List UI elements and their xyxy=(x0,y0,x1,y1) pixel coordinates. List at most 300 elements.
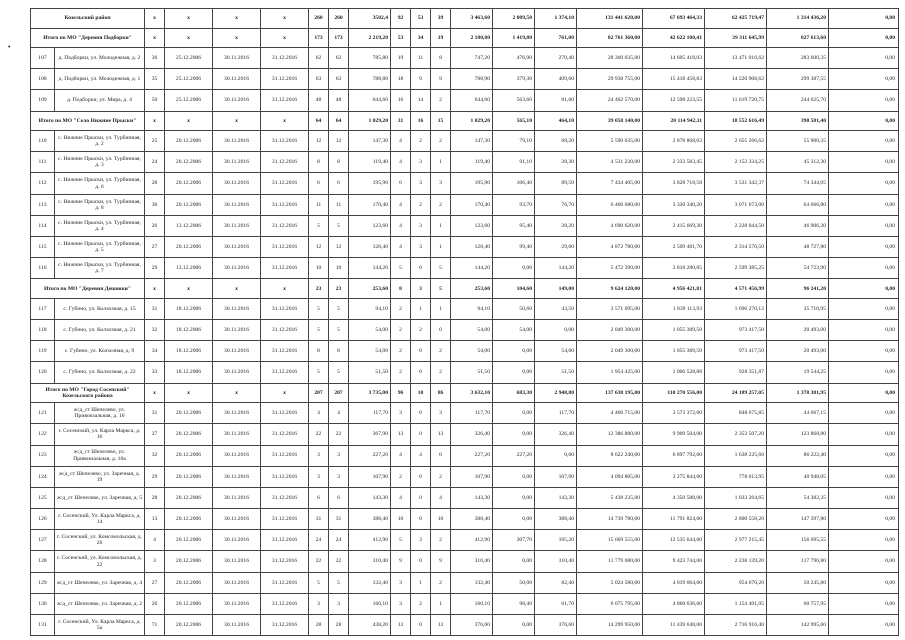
cell-col-15: 5 590 035,00 xyxy=(577,131,643,152)
cell-col-19: 0,00 xyxy=(829,341,899,362)
row-number-cell: 128 xyxy=(31,551,55,572)
cell-col-8: 195,90 xyxy=(349,173,391,194)
cell-col-16: 15 418 458,83 xyxy=(643,69,705,90)
cell-col-4: 30.11.2016 xyxy=(213,69,261,90)
table-row xyxy=(31,48,899,69)
cell-col-13: 379,30 xyxy=(493,69,535,90)
cell-col-2: 27 xyxy=(145,237,165,258)
cell-col-9: 4 xyxy=(391,215,411,236)
cell-col-18: 19 544,25 xyxy=(767,362,829,383)
cell-col-15: 137 638 195,00 xyxy=(577,383,643,403)
cell-col-10: 0 xyxy=(411,403,431,424)
cell-col-2: 36 xyxy=(145,48,165,69)
table-row xyxy=(31,194,899,215)
cell-col-16: 3 330 340,20 xyxy=(643,194,705,215)
cell-col-5: 31.12.2016 xyxy=(261,298,309,319)
cell-col-5: x xyxy=(261,383,309,403)
address-cell: д. Подборки, ул. Молодежная, д. 2 xyxy=(55,48,145,69)
cell-col-17: 973 417,50 xyxy=(705,341,767,362)
cell-col-2: 29 xyxy=(145,466,165,487)
cell-col-6: 22 xyxy=(309,551,329,572)
cell-col-8: 227,20 xyxy=(349,445,391,466)
cell-col-7: 3 xyxy=(329,445,349,466)
cell-col-4: 30.11.2016 xyxy=(213,466,261,487)
cell-col-13: 565,10 xyxy=(493,111,535,131)
cell-col-9: 2 xyxy=(391,320,411,341)
cell-col-15: 14 739 780,00 xyxy=(577,509,643,530)
cell-col-4: 30.11.2016 xyxy=(213,424,261,445)
cell-col-14: 76,70 xyxy=(535,194,577,215)
cell-col-6: 5 xyxy=(309,572,329,593)
table-row xyxy=(31,572,899,593)
cell-col-18: 54 723,90 xyxy=(767,258,829,279)
cell-col-7: 6 xyxy=(329,487,349,508)
cell-col-2: 24 xyxy=(145,152,165,173)
cell-col-7: 62 xyxy=(329,48,349,69)
cell-col-9: 18 xyxy=(391,69,411,90)
subtotal-row xyxy=(31,279,899,299)
cell-col-12: 412,90 xyxy=(451,530,493,551)
cell-col-18: 86 222,40 xyxy=(767,445,829,466)
cell-col-7: 23 xyxy=(329,279,349,299)
cell-col-6: 173 xyxy=(309,28,329,48)
cell-col-13: 683,30 xyxy=(493,383,535,403)
address-cell: с. Нижние Прыски, ул. Турбинная, д. 2 xyxy=(55,131,145,152)
cell-col-14: 761,00 xyxy=(535,28,577,48)
cell-col-14: 51,50 xyxy=(535,362,577,383)
cell-col-14: 1 374,10 xyxy=(535,9,577,29)
cell-col-17: 2 599 385,25 xyxy=(705,258,767,279)
cell-col-16: 2 509 481,70 xyxy=(643,237,705,258)
cell-col-9: 92 xyxy=(391,9,411,29)
cell-col-16: 2 818 280,85 xyxy=(643,258,705,279)
cell-col-19: 0,00 xyxy=(829,530,899,551)
cell-col-3: x xyxy=(165,383,213,403)
cell-col-3: x xyxy=(165,111,213,131)
cell-col-9: 2 xyxy=(391,298,411,319)
cell-col-16: 3 573 372,00 xyxy=(643,403,705,424)
cell-col-2: x xyxy=(145,9,165,29)
cell-col-6: 207 xyxy=(309,383,329,403)
cell-col-7: 31 xyxy=(329,509,349,530)
cell-col-7: 22 xyxy=(329,551,349,572)
cell-col-11: 2 xyxy=(431,90,451,111)
table-row xyxy=(31,237,899,258)
cell-col-15: 131 441 620,00 xyxy=(577,9,643,29)
cell-col-2: 13 xyxy=(145,509,165,530)
cell-col-19: 0,00 xyxy=(829,320,899,341)
cell-col-6: 260 xyxy=(309,9,329,29)
subtotal-row xyxy=(31,383,899,403)
cell-col-9: 13 xyxy=(391,615,411,636)
cell-col-14: 29,00 xyxy=(535,237,577,258)
cell-col-16: 3 828 718,58 xyxy=(643,173,705,194)
cell-col-12: 376,60 xyxy=(451,615,493,636)
cell-col-10: 0 xyxy=(411,487,431,508)
cell-col-10: 10 xyxy=(411,383,431,403)
cell-col-19: 0,00 xyxy=(829,173,899,194)
cell-col-11: 13 xyxy=(431,424,451,445)
cell-col-2: x xyxy=(145,28,165,48)
cell-col-15: 4 094 805,00 xyxy=(577,466,643,487)
cell-col-9: 3 xyxy=(391,572,411,593)
cell-col-8: 388,40 xyxy=(349,509,391,530)
table-row xyxy=(31,362,899,383)
cell-col-17: 2 977 215,45 xyxy=(705,530,767,551)
cell-col-10: 1 xyxy=(411,298,431,319)
address-cell: с. Губино, ул. Колхозная, д. 9 xyxy=(55,341,145,362)
cell-col-6: 3 xyxy=(309,445,329,466)
cell-col-5: 31.12.2016 xyxy=(261,69,309,90)
cell-col-10: 34 xyxy=(411,28,431,48)
cell-col-3: x xyxy=(165,28,213,48)
cell-col-3: 20.12.2006 xyxy=(165,551,213,572)
cell-col-14: 144,20 xyxy=(535,258,577,279)
cell-col-5: 31.12.2016 xyxy=(261,362,309,383)
cell-col-6: 6 xyxy=(309,173,329,194)
cell-col-17: 1 638 225,60 xyxy=(705,445,767,466)
cell-col-14: 107,90 xyxy=(535,466,577,487)
cell-col-18: 40 948,05 xyxy=(767,466,829,487)
cell-col-13: 227,20 xyxy=(493,445,535,466)
cell-col-3: 25.12.2006 xyxy=(165,48,213,69)
cell-col-12: 144,20 xyxy=(451,258,493,279)
subtotal-row xyxy=(31,28,899,48)
cell-col-11: 2 xyxy=(431,341,451,362)
cell-col-4: 30.11.2016 xyxy=(213,320,261,341)
cell-col-6: 24 xyxy=(309,530,329,551)
cell-col-12: 195,90 xyxy=(451,173,493,194)
table-row xyxy=(31,320,899,341)
cell-col-7: 8 xyxy=(329,152,349,173)
cell-col-19: 0,00 xyxy=(829,572,899,593)
cell-col-10: 4 xyxy=(411,445,431,466)
address-cell: ж/д_ст Шепелево, ул. Заречная, д. 19 xyxy=(55,466,145,487)
cell-col-7: 3 xyxy=(329,593,349,614)
cell-col-6: 8 xyxy=(309,341,329,362)
cell-col-12: 94,10 xyxy=(451,298,493,319)
cell-col-8: 123,60 xyxy=(349,215,391,236)
cell-col-15: 82 761 360,00 xyxy=(577,28,643,48)
cell-col-4: 30.11.2016 xyxy=(213,194,261,215)
cell-col-9: 9 xyxy=(391,551,411,572)
cell-col-8: 128,40 xyxy=(349,237,391,258)
cell-col-15: 39 058 140,00 xyxy=(577,111,643,131)
cell-col-5: 31.12.2016 xyxy=(261,424,309,445)
table-row xyxy=(31,341,899,362)
cell-col-17: 848 675,85 xyxy=(705,403,767,424)
address-cell: с. Нижние Прыски, ул. Турбинная, д. 7 xyxy=(55,258,145,279)
cell-col-14: 2 948,80 xyxy=(535,383,577,403)
cell-col-15: 14 299 950,00 xyxy=(577,615,643,636)
cell-col-7: 28 xyxy=(329,615,349,636)
table-row xyxy=(31,445,899,466)
cell-col-11: 2 xyxy=(431,194,451,215)
cell-col-8: 54,00 xyxy=(349,320,391,341)
cell-col-13: 0,00 xyxy=(493,403,535,424)
cell-col-18: 244 625,70 xyxy=(767,90,829,111)
cell-col-9: 5 xyxy=(391,258,411,279)
cell-col-2: x xyxy=(145,111,165,131)
subtotal-label: Итого по МО "Город Сосенский" Козельского района xyxy=(31,383,145,403)
cell-col-4: 30.11.2016 xyxy=(213,131,261,152)
cell-col-18: 20 493,00 xyxy=(767,320,829,341)
cell-col-17: 2 655 266,62 xyxy=(705,131,767,152)
cell-col-16: 4 956 421,81 xyxy=(643,279,705,299)
cell-col-5: 31.12.2016 xyxy=(261,320,309,341)
cell-col-14: 28,30 xyxy=(535,152,577,173)
cell-col-17: 2 314 570,50 xyxy=(705,237,767,258)
cell-col-10: 0 xyxy=(411,615,431,636)
cell-col-13: 99,40 xyxy=(493,237,535,258)
cell-col-5: 31.12.2016 xyxy=(261,215,309,236)
row-number-cell: 113 xyxy=(31,194,55,215)
cell-col-10: 53 xyxy=(411,9,431,29)
cell-col-11: 1 xyxy=(431,152,451,173)
cell-col-18: 123 868,80 xyxy=(767,424,829,445)
cell-col-17: 954 670,20 xyxy=(705,572,767,593)
cell-col-19: 0,00 xyxy=(829,194,899,215)
cell-col-16: 110 270 556,00 xyxy=(643,383,705,403)
cell-col-10: 3 xyxy=(411,215,431,236)
cell-col-2: 4 xyxy=(145,530,165,551)
address-cell: д. Подборки, ул. Молодежная, д. 1 xyxy=(55,69,145,90)
cell-col-2: 32 xyxy=(145,445,165,466)
cell-col-18: 46 906,20 xyxy=(767,215,829,236)
cell-col-3: 18.12.2006 xyxy=(165,341,213,362)
cell-col-2: 25 xyxy=(145,131,165,152)
cell-col-11: 15 xyxy=(431,111,451,131)
cell-col-9: 4 xyxy=(391,487,411,508)
cell-col-7: 3 xyxy=(329,466,349,487)
row-number-cell: 120 xyxy=(31,362,55,383)
cell-col-10: 2 xyxy=(411,320,431,341)
cell-col-16: 9 909 504,00 xyxy=(643,424,705,445)
cell-col-5: 31.12.2016 xyxy=(261,593,309,614)
cell-col-8: 412,90 xyxy=(349,530,391,551)
cell-col-10: 11 xyxy=(411,48,431,69)
cell-col-18: 74 344,05 xyxy=(767,173,829,194)
cell-col-19: 0,00 xyxy=(829,90,899,111)
table-row xyxy=(31,258,899,279)
cell-col-12: 147,30 xyxy=(451,131,493,152)
cell-col-17: 778 013,95 xyxy=(705,466,767,487)
table-body xyxy=(31,9,899,636)
cell-col-8: 107,90 xyxy=(349,466,391,487)
row-number-cell: 129 xyxy=(31,572,55,593)
cell-col-10: 16 xyxy=(411,111,431,131)
cell-col-6: 64 xyxy=(309,111,329,131)
cell-col-2: 32 xyxy=(145,320,165,341)
cell-col-13: 1 419,80 xyxy=(493,28,535,48)
cell-col-11: 19 xyxy=(431,28,451,48)
cell-col-7: 8 xyxy=(329,341,349,362)
cell-col-15: 8 622 240,00 xyxy=(577,445,643,466)
cell-col-3: 20.12.2006 xyxy=(165,173,213,194)
cell-col-8: 147,30 xyxy=(349,131,391,152)
row-number-cell: 117 xyxy=(31,298,55,319)
cell-col-12: 310,40 xyxy=(451,551,493,572)
cell-col-2: 28 xyxy=(145,173,165,194)
cell-col-13: 563,60 xyxy=(493,90,535,111)
cell-col-19: 0,00 xyxy=(829,487,899,508)
table-row xyxy=(31,466,899,487)
cell-col-14: 28,20 xyxy=(535,215,577,236)
cell-col-16: 4 019 664,00 xyxy=(643,572,705,593)
cell-col-12: 117,70 xyxy=(451,403,493,424)
cell-col-3: 13.12.2006 xyxy=(165,215,213,236)
cell-col-11: 2 xyxy=(431,530,451,551)
cell-col-5: 31.12.2016 xyxy=(261,341,309,362)
cell-col-17: 11 619 720,75 xyxy=(705,90,767,111)
cell-col-15: 4 466 715,00 xyxy=(577,403,643,424)
cell-col-6: 31 xyxy=(309,509,329,530)
address-cell: г. Сосенский, Ул. Карла Маркса, д. 5а xyxy=(55,615,145,636)
cell-col-3: 20.12.2006 xyxy=(165,466,213,487)
cell-col-8: 132,40 xyxy=(349,572,391,593)
cell-col-13: 79,10 xyxy=(493,131,535,152)
cell-col-11: 9 xyxy=(431,69,451,90)
cell-col-11: 1 xyxy=(431,593,451,614)
cell-col-13: 0,00 xyxy=(493,341,535,362)
cell-col-17: 62 425 719,47 xyxy=(705,9,767,29)
cell-col-19: 0,00 xyxy=(829,111,899,131)
cell-col-18: 54 382,35 xyxy=(767,487,829,508)
cell-col-11: 5 xyxy=(431,279,451,299)
cell-col-3: 20.12.2006 xyxy=(165,593,213,614)
cell-col-17: 1 696 270,12 xyxy=(705,298,767,319)
cell-col-19: 0,00 xyxy=(829,466,899,487)
row-number-cell: 109 xyxy=(31,90,55,111)
cell-col-10: 1 xyxy=(411,572,431,593)
cell-col-3: 20.12.2006 xyxy=(165,615,213,636)
cell-col-15: 2 049 300,00 xyxy=(577,341,643,362)
cell-col-9: 16 xyxy=(391,90,411,111)
cell-col-4: x xyxy=(213,111,261,131)
cell-col-2: 3 xyxy=(145,551,165,572)
cell-col-7: 12 xyxy=(329,237,349,258)
address-cell: ж/д_ст Шепелево, ул. Заречная, д. 2 xyxy=(55,593,145,614)
cell-col-3: 18.12.2006 xyxy=(165,320,213,341)
cell-col-18: 45 312,30 xyxy=(767,152,829,173)
cell-col-18: 156 695,55 xyxy=(767,530,829,551)
cell-col-19: 0,00 xyxy=(829,9,899,29)
cell-col-18: 96 241,20 xyxy=(767,279,829,299)
cell-col-6: 5 xyxy=(309,320,329,341)
cell-col-6: 12 xyxy=(309,237,329,258)
cell-col-4: 30.11.2016 xyxy=(213,215,261,236)
cell-col-2: x xyxy=(145,383,165,403)
address-cell: с. Губино, ул. Колхозная, д. 21 xyxy=(55,320,145,341)
cell-col-17: 973 417,50 xyxy=(705,320,767,341)
cell-col-18: 1 314 436,20 xyxy=(767,9,829,29)
cell-col-10: 3 xyxy=(411,237,431,258)
cell-col-12: 51,50 xyxy=(451,362,493,383)
cell-col-16: 2 878 868,03 xyxy=(643,131,705,152)
cell-col-17: 2 800 558,20 xyxy=(705,509,767,530)
cell-col-2: 35 xyxy=(145,69,165,90)
cell-col-10: 14 xyxy=(411,90,431,111)
cell-col-19: 0,00 xyxy=(829,424,899,445)
cell-col-19: 0,00 xyxy=(829,383,899,403)
cell-col-13: 0,00 xyxy=(493,551,535,572)
address-cell: с. Нижние Прыски, ул. Турбинная, д. 5 xyxy=(55,237,145,258)
address-cell: д. Подборки, ул. Мира, д. 4 xyxy=(55,90,145,111)
cell-col-19: 0,00 xyxy=(829,279,899,299)
cell-col-12: 160,10 xyxy=(451,593,493,614)
subtotal-row xyxy=(31,111,899,131)
cell-col-12: 644,60 xyxy=(451,90,493,111)
cell-col-2: 31 xyxy=(145,298,165,319)
table-row xyxy=(31,403,899,424)
cell-col-11: 86 xyxy=(431,383,451,403)
cell-col-15: 24 462 570,00 xyxy=(577,90,643,111)
cell-col-10: 0 xyxy=(411,551,431,572)
cell-col-17: 2 353 507,20 xyxy=(705,424,767,445)
cell-col-8: 144,20 xyxy=(349,258,391,279)
cell-col-8: 367,90 xyxy=(349,424,391,445)
cell-col-6: 5 xyxy=(309,298,329,319)
row-number-cell: 124 xyxy=(31,466,55,487)
cell-col-4: 30.11.2016 xyxy=(213,551,261,572)
cell-col-17: 3 531 342,37 xyxy=(705,173,767,194)
row-number-cell: 114 xyxy=(31,215,55,236)
cell-col-3: 20.12.2006 xyxy=(165,194,213,215)
cell-col-18: 299 387,55 xyxy=(767,69,829,90)
cell-col-11: 0 xyxy=(431,445,451,466)
cell-col-7: 63 xyxy=(329,69,349,90)
cell-col-10: 3 xyxy=(411,279,431,299)
cell-col-5: 31.12.2016 xyxy=(261,403,309,424)
cell-col-11: 4 xyxy=(431,487,451,508)
cell-col-16: 6 897 792,00 xyxy=(643,445,705,466)
address-cell: г. Сосенский, Ул. Карла Маркса, д. 14 xyxy=(55,509,145,530)
cell-col-5: 31.12.2016 xyxy=(261,237,309,258)
cell-col-18: 35 710,95 xyxy=(767,298,829,319)
cell-col-4: 30.11.2016 xyxy=(213,362,261,383)
cell-col-12: 107,90 xyxy=(451,466,493,487)
cell-col-11: 5 xyxy=(431,258,451,279)
cell-col-11: 8 xyxy=(431,48,451,69)
cell-col-14: 82,40 xyxy=(535,572,577,593)
table-row xyxy=(31,593,899,614)
cell-col-5: 31.12.2016 xyxy=(261,509,309,530)
cell-col-14: 61,70 xyxy=(535,593,577,614)
cell-col-12: 227,20 xyxy=(451,445,493,466)
cell-col-18: 55 900,35 xyxy=(767,131,829,152)
cell-col-11: 39 xyxy=(431,9,451,29)
row-number-cell: 118 xyxy=(31,320,55,341)
cell-col-5: 31.12.2016 xyxy=(261,48,309,69)
cell-col-5: x xyxy=(261,279,309,299)
cell-col-16: 42 622 100,41 xyxy=(643,28,705,48)
cell-col-17: 13 471 016,62 xyxy=(705,48,767,69)
cell-col-7: 5 xyxy=(329,298,349,319)
row-number-cell: 121 xyxy=(31,403,55,424)
cell-col-7: 6 xyxy=(329,173,349,194)
cell-col-2: 28 xyxy=(145,487,165,508)
cell-col-8: 1 029,20 xyxy=(349,111,391,131)
cell-col-16: 4 350 588,00 xyxy=(643,487,705,508)
cell-col-2: 71 xyxy=(145,615,165,636)
cell-col-8: 117,70 xyxy=(349,403,391,424)
cell-col-5: 31.12.2016 xyxy=(261,194,309,215)
row-number-cell: 131 xyxy=(31,615,55,636)
cell-col-5: x xyxy=(261,9,309,29)
cell-col-8: 644,60 xyxy=(349,90,391,111)
cell-col-6: 3 xyxy=(309,593,329,614)
cell-col-15: 7 434 405,00 xyxy=(577,173,643,194)
